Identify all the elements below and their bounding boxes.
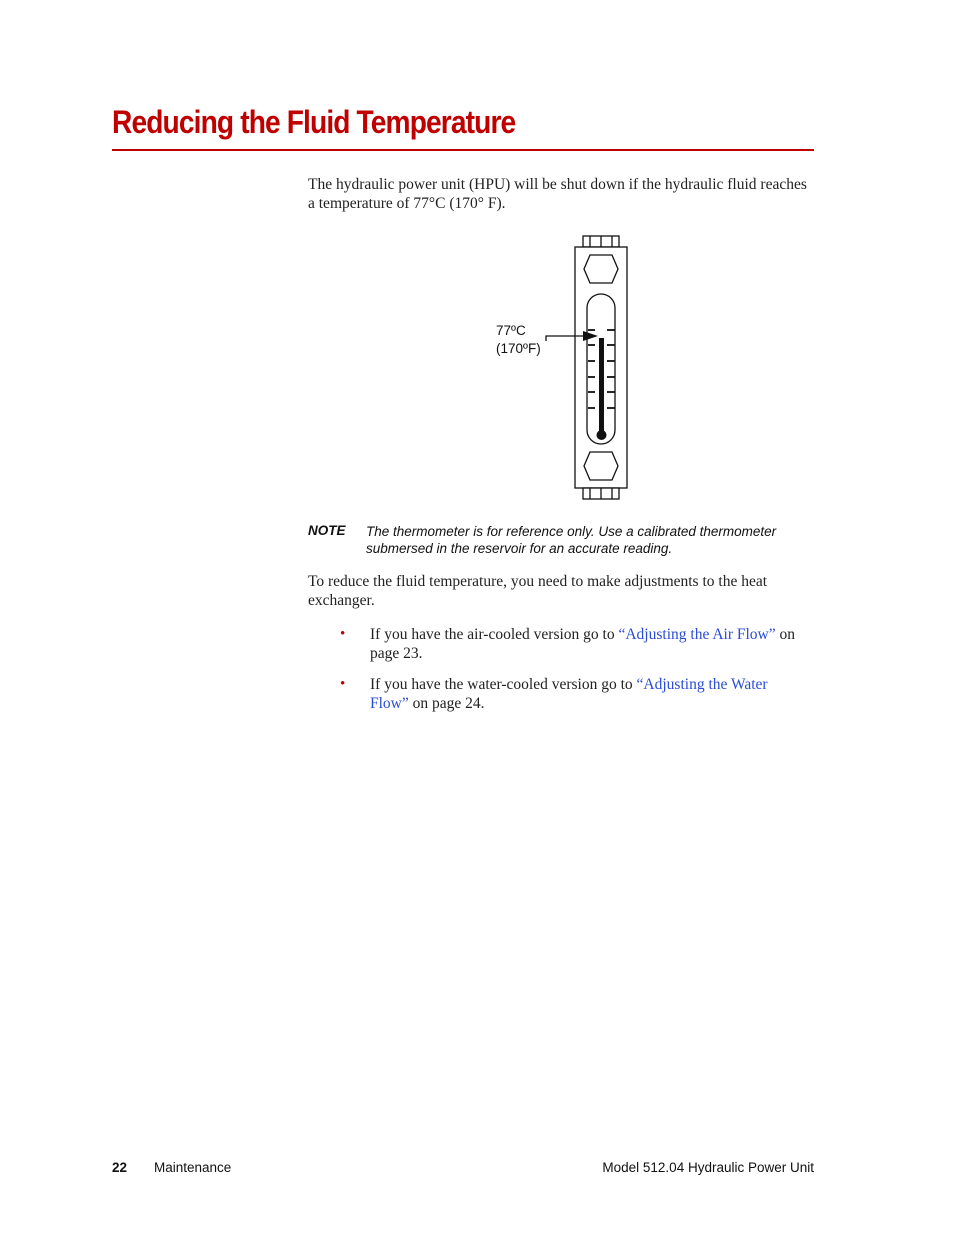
title-rule (112, 149, 814, 151)
thermometer-figure (490, 234, 640, 502)
footer-page-number: 22 (112, 1160, 128, 1175)
mercury-column (599, 338, 604, 436)
label-fahrenheit: (170ºF) (496, 341, 541, 356)
bullet-icon: • (340, 626, 346, 642)
temperature-callout (496, 322, 541, 358)
bullet-icon: • (340, 676, 346, 692)
thermometer-illustration (490, 234, 640, 502)
list-item-text: If you have the water-cooled version go to “Adjusting the Water Flow” on page 24. (370, 676, 768, 712)
note-label: NOTE (308, 523, 346, 538)
adjust-paragraph: To reduce the fluid temperature, you need to make adjustments to the heat exchanger. (308, 573, 768, 609)
top-hex-nut (584, 255, 618, 283)
footer-doc-title: Model 512.04 Hydraulic Power Unit (602, 1160, 814, 1175)
list-item-text: If you have the air-cooled version go to “Adjusting the Air Flow” on page 23. (370, 626, 796, 662)
link-adjusting-water-flow[interactable]: “Adjusting the Water Flow” (370, 676, 768, 712)
page-title: Reducing the Fluid Temperature (112, 104, 516, 140)
intro-paragraph: The hydraulic power unit (HPU) will be shut down if the hydraulic fluid reaches a temperature of 77°C (170° F). (308, 176, 807, 212)
thermometer-bulb (597, 430, 607, 440)
label-celsius: 77ºC (496, 323, 526, 338)
footer-section: Maintenance (154, 1160, 232, 1175)
link-adjusting-air-flow[interactable]: “Adjusting the Air Flow” (618, 626, 776, 643)
note-text: The thermometer is for reference only. Use a calibrated thermometer submersed in the reservoir for an accurate reading. (366, 524, 777, 556)
bottom-hex-nut (584, 452, 618, 480)
